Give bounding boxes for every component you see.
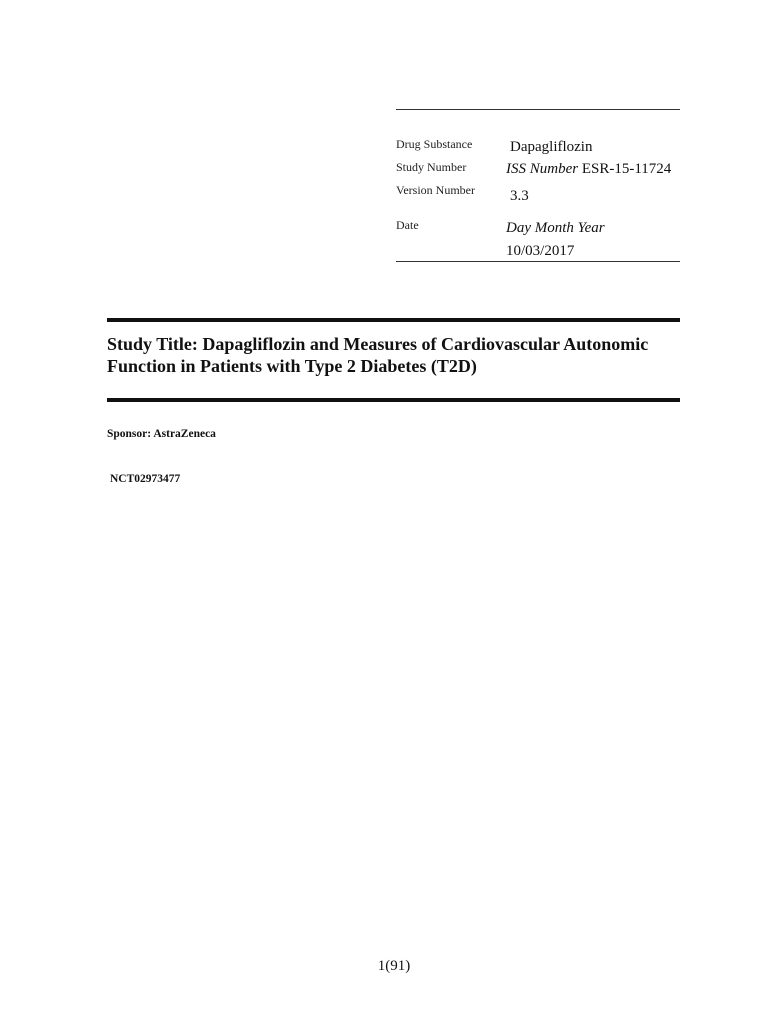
drug-substance-value: Dapagliflozin bbox=[510, 139, 593, 155]
sponsor: Sponsor: AstraZeneca bbox=[107, 428, 216, 440]
header-bottom-rule bbox=[396, 261, 680, 262]
date-format-text: Day Month Year bbox=[506, 220, 605, 236]
iss-number-prefix: ISS Number bbox=[506, 161, 579, 177]
header-top-rule bbox=[396, 109, 680, 110]
date-format bbox=[506, 220, 605, 237]
study-number-value: ESR-15-11724 bbox=[581, 161, 672, 177]
version-number-label: Version Number bbox=[396, 183, 475, 197]
study-number-value-line bbox=[506, 161, 671, 178]
nct-number: NCT02973477 bbox=[110, 473, 181, 485]
title-top-rule bbox=[107, 318, 680, 322]
page-number: 1(91) bbox=[377, 958, 411, 974]
date-value: 10/03/2017 bbox=[506, 243, 575, 259]
date-label: Date bbox=[396, 218, 419, 232]
title-bottom-rule bbox=[107, 398, 680, 402]
drug-substance-label: Drug Substance bbox=[396, 137, 473, 151]
version-number-value: 3.3 bbox=[510, 188, 529, 204]
study-title: Study Title: Dapagliflozin and Measures of Cardiovascular Autonomic Function in Patients with Type 2 Diabetes (T2D) bbox=[107, 334, 649, 376]
study-number-label: Study Number bbox=[396, 160, 467, 174]
